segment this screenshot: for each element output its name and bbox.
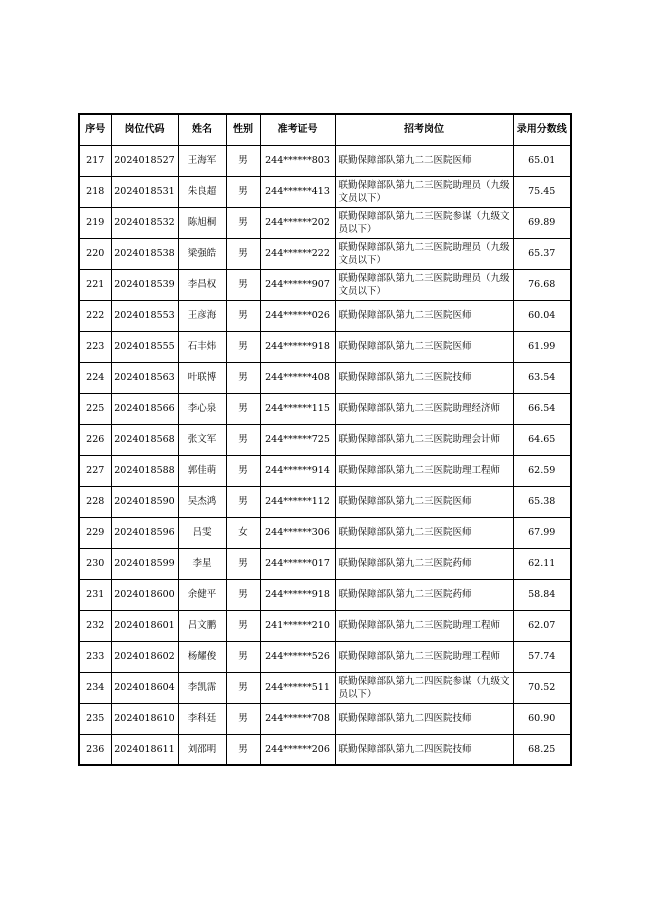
cell-gender: 男 xyxy=(226,641,260,672)
cell-name: 张文军 xyxy=(178,424,226,455)
cell-ticket: 244******202 xyxy=(260,207,335,238)
cell-index: 222 xyxy=(79,300,111,331)
cell-score: 63.54 xyxy=(513,362,571,393)
cell-gender: 男 xyxy=(226,703,260,734)
cell-gender: 男 xyxy=(226,672,260,703)
cell-gender: 男 xyxy=(226,610,260,641)
cell-score: 68.25 xyxy=(513,734,571,765)
cell-name: 吕雯 xyxy=(178,517,226,548)
table-row xyxy=(79,393,571,424)
cell-name: 陈旭桐 xyxy=(178,207,226,238)
cell-score: 64.65 xyxy=(513,424,571,455)
cell-position: 联勤保障部队第九二三医院医师 xyxy=(335,300,513,331)
cell-name: 王彦海 xyxy=(178,300,226,331)
cell-score: 67.99 xyxy=(513,517,571,548)
cell-index: 230 xyxy=(79,548,111,579)
recruitment-score-table xyxy=(78,113,572,766)
cell-code: 2024018553 xyxy=(111,300,178,331)
cell-gender: 男 xyxy=(226,176,260,207)
cell-ticket: 244******511 xyxy=(260,672,335,703)
cell-index: 223 xyxy=(79,331,111,362)
table-row xyxy=(79,424,571,455)
cell-position: 联勤保障部队第九二三医院助理员（九级文员以下） xyxy=(335,176,513,207)
cell-name: 刘邵明 xyxy=(178,734,226,765)
cell-ticket: 244******306 xyxy=(260,517,335,548)
cell-ticket: 244******526 xyxy=(260,641,335,672)
cell-code: 2024018539 xyxy=(111,269,178,300)
cell-code: 2024018555 xyxy=(111,331,178,362)
cell-ticket: 244******026 xyxy=(260,300,335,331)
cell-ticket: 244******918 xyxy=(260,579,335,610)
cell-ticket: 244******708 xyxy=(260,703,335,734)
cell-position: 联勤保障部队第九二三医院医师 xyxy=(335,331,513,362)
cell-name: 李凯霈 xyxy=(178,672,226,703)
cell-index: 227 xyxy=(79,455,111,486)
cell-name: 梁强皓 xyxy=(178,238,226,269)
cell-gender: 男 xyxy=(226,455,260,486)
cell-code: 2024018568 xyxy=(111,424,178,455)
cell-position: 联勤保障部队第九二三医院助理员（九级文员以下） xyxy=(335,269,513,300)
cell-position: 联勤保障部队第九二三医院参谋（九级文员以下） xyxy=(335,207,513,238)
cell-name: 叶联博 xyxy=(178,362,226,393)
cell-gender: 男 xyxy=(226,145,260,176)
cell-gender: 男 xyxy=(226,424,260,455)
column-header-score: 录用分数线 xyxy=(513,114,571,145)
table-row xyxy=(79,517,571,548)
cell-ticket: 244******115 xyxy=(260,393,335,424)
table-row xyxy=(79,300,571,331)
cell-code: 2024018602 xyxy=(111,641,178,672)
cell-code: 2024018596 xyxy=(111,517,178,548)
cell-score: 76.68 xyxy=(513,269,571,300)
column-header-index: 序号 xyxy=(79,114,111,145)
cell-position: 联勤保障部队第九二四医院参谋（九级文员以下） xyxy=(335,672,513,703)
cell-ticket: 244******206 xyxy=(260,734,335,765)
table-row xyxy=(79,207,571,238)
column-header-position: 招考岗位 xyxy=(335,114,513,145)
cell-position: 联勤保障部队第九二三医院药师 xyxy=(335,548,513,579)
table-row xyxy=(79,734,571,765)
cell-name: 吴杰鸿 xyxy=(178,486,226,517)
table-row xyxy=(79,610,571,641)
column-header-gender: 性别 xyxy=(226,114,260,145)
cell-code: 2024018604 xyxy=(111,672,178,703)
table-row xyxy=(79,362,571,393)
cell-index: 220 xyxy=(79,238,111,269)
cell-index: 232 xyxy=(79,610,111,641)
table-row xyxy=(79,548,571,579)
cell-code: 2024018600 xyxy=(111,579,178,610)
table-row xyxy=(79,145,571,176)
cell-ticket: 244******803 xyxy=(260,145,335,176)
cell-code: 2024018531 xyxy=(111,176,178,207)
cell-gender: 男 xyxy=(226,300,260,331)
cell-ticket: 244******914 xyxy=(260,455,335,486)
table-row xyxy=(79,238,571,269)
cell-code: 2024018527 xyxy=(111,145,178,176)
cell-index: 228 xyxy=(79,486,111,517)
cell-name: 余健平 xyxy=(178,579,226,610)
cell-ticket: 244******725 xyxy=(260,424,335,455)
cell-score: 62.07 xyxy=(513,610,571,641)
cell-ticket: 244******017 xyxy=(260,548,335,579)
table-row xyxy=(79,486,571,517)
cell-score: 70.52 xyxy=(513,672,571,703)
table-row xyxy=(79,703,571,734)
cell-gender: 男 xyxy=(226,579,260,610)
cell-score: 65.01 xyxy=(513,145,571,176)
cell-position: 联勤保障部队第九二二医院医师 xyxy=(335,145,513,176)
cell-index: 226 xyxy=(79,424,111,455)
cell-score: 60.90 xyxy=(513,703,571,734)
cell-score: 57.74 xyxy=(513,641,571,672)
cell-index: 229 xyxy=(79,517,111,548)
cell-score: 60.04 xyxy=(513,300,571,331)
cell-name: 石丰炜 xyxy=(178,331,226,362)
cell-ticket: 244******413 xyxy=(260,176,335,207)
column-header-ticket: 准考证号 xyxy=(260,114,335,145)
cell-score: 75.45 xyxy=(513,176,571,207)
cell-name: 吕文鹏 xyxy=(178,610,226,641)
table-row xyxy=(79,579,571,610)
cell-gender: 男 xyxy=(226,486,260,517)
cell-ticket: 241******210 xyxy=(260,610,335,641)
cell-gender: 男 xyxy=(226,362,260,393)
cell-index: 217 xyxy=(79,145,111,176)
table-row xyxy=(79,331,571,362)
cell-position: 联勤保障部队第九二四医院技师 xyxy=(335,734,513,765)
cell-score: 66.54 xyxy=(513,393,571,424)
cell-index: 231 xyxy=(79,579,111,610)
cell-index: 233 xyxy=(79,641,111,672)
cell-code: 2024018532 xyxy=(111,207,178,238)
cell-position: 联勤保障部队第九二三医院助理工程师 xyxy=(335,455,513,486)
cell-code: 2024018611 xyxy=(111,734,178,765)
cell-score: 62.59 xyxy=(513,455,571,486)
cell-index: 221 xyxy=(79,269,111,300)
cell-name: 杨耀俊 xyxy=(178,641,226,672)
cell-gender: 男 xyxy=(226,238,260,269)
cell-code: 2024018538 xyxy=(111,238,178,269)
cell-ticket: 244******918 xyxy=(260,331,335,362)
cell-score: 65.38 xyxy=(513,486,571,517)
cell-position: 联勤保障部队第九二三医院助理工程师 xyxy=(335,610,513,641)
cell-name: 郭佳萌 xyxy=(178,455,226,486)
cell-score: 65.37 xyxy=(513,238,571,269)
cell-code: 2024018610 xyxy=(111,703,178,734)
cell-code: 2024018601 xyxy=(111,610,178,641)
cell-index: 234 xyxy=(79,672,111,703)
cell-position: 联勤保障部队第九二三医院医师 xyxy=(335,486,513,517)
cell-gender: 女 xyxy=(226,517,260,548)
cell-code: 2024018590 xyxy=(111,486,178,517)
cell-index: 224 xyxy=(79,362,111,393)
cell-position: 联勤保障部队第九二四医院技师 xyxy=(335,703,513,734)
cell-name: 朱良超 xyxy=(178,176,226,207)
cell-name: 李星 xyxy=(178,548,226,579)
cell-ticket: 244******112 xyxy=(260,486,335,517)
cell-gender: 男 xyxy=(226,207,260,238)
column-header-name: 姓名 xyxy=(178,114,226,145)
cell-position: 联勤保障部队第九二三医院医师 xyxy=(335,517,513,548)
cell-position: 联勤保障部队第九二三医院技师 xyxy=(335,362,513,393)
cell-position: 联勤保障部队第九二三医院药师 xyxy=(335,579,513,610)
table-row xyxy=(79,269,571,300)
table-row xyxy=(79,672,571,703)
cell-gender: 男 xyxy=(226,734,260,765)
cell-code: 2024018566 xyxy=(111,393,178,424)
cell-index: 219 xyxy=(79,207,111,238)
cell-gender: 男 xyxy=(226,548,260,579)
cell-score: 61.99 xyxy=(513,331,571,362)
cell-code: 2024018588 xyxy=(111,455,178,486)
column-header-code: 岗位代码 xyxy=(111,114,178,145)
table-header-row xyxy=(79,114,571,145)
cell-code: 2024018599 xyxy=(111,548,178,579)
cell-name: 王海军 xyxy=(178,145,226,176)
table-body xyxy=(79,145,571,765)
cell-index: 236 xyxy=(79,734,111,765)
table-row xyxy=(79,176,571,207)
cell-index: 218 xyxy=(79,176,111,207)
cell-name: 李心泉 xyxy=(178,393,226,424)
cell-gender: 男 xyxy=(226,269,260,300)
cell-index: 225 xyxy=(79,393,111,424)
cell-ticket: 244******408 xyxy=(260,362,335,393)
cell-ticket: 244******907 xyxy=(260,269,335,300)
cell-gender: 男 xyxy=(226,331,260,362)
cell-name: 李昌权 xyxy=(178,269,226,300)
cell-position: 联勤保障部队第九二三医院助理工程师 xyxy=(335,641,513,672)
cell-score: 62.11 xyxy=(513,548,571,579)
cell-position: 联勤保障部队第九二三医院助理员（九级文员以下） xyxy=(335,238,513,269)
cell-ticket: 244******222 xyxy=(260,238,335,269)
table-row xyxy=(79,455,571,486)
cell-name: 李科廷 xyxy=(178,703,226,734)
cell-position: 联勤保障部队第九二三医院助理会计师 xyxy=(335,424,513,455)
cell-code: 2024018563 xyxy=(111,362,178,393)
cell-index: 235 xyxy=(79,703,111,734)
cell-gender: 男 xyxy=(226,393,260,424)
cell-position: 联勤保障部队第九二三医院助理经济师 xyxy=(335,393,513,424)
cell-score: 69.89 xyxy=(513,207,571,238)
cell-score: 58.84 xyxy=(513,579,571,610)
table-row xyxy=(79,641,571,672)
